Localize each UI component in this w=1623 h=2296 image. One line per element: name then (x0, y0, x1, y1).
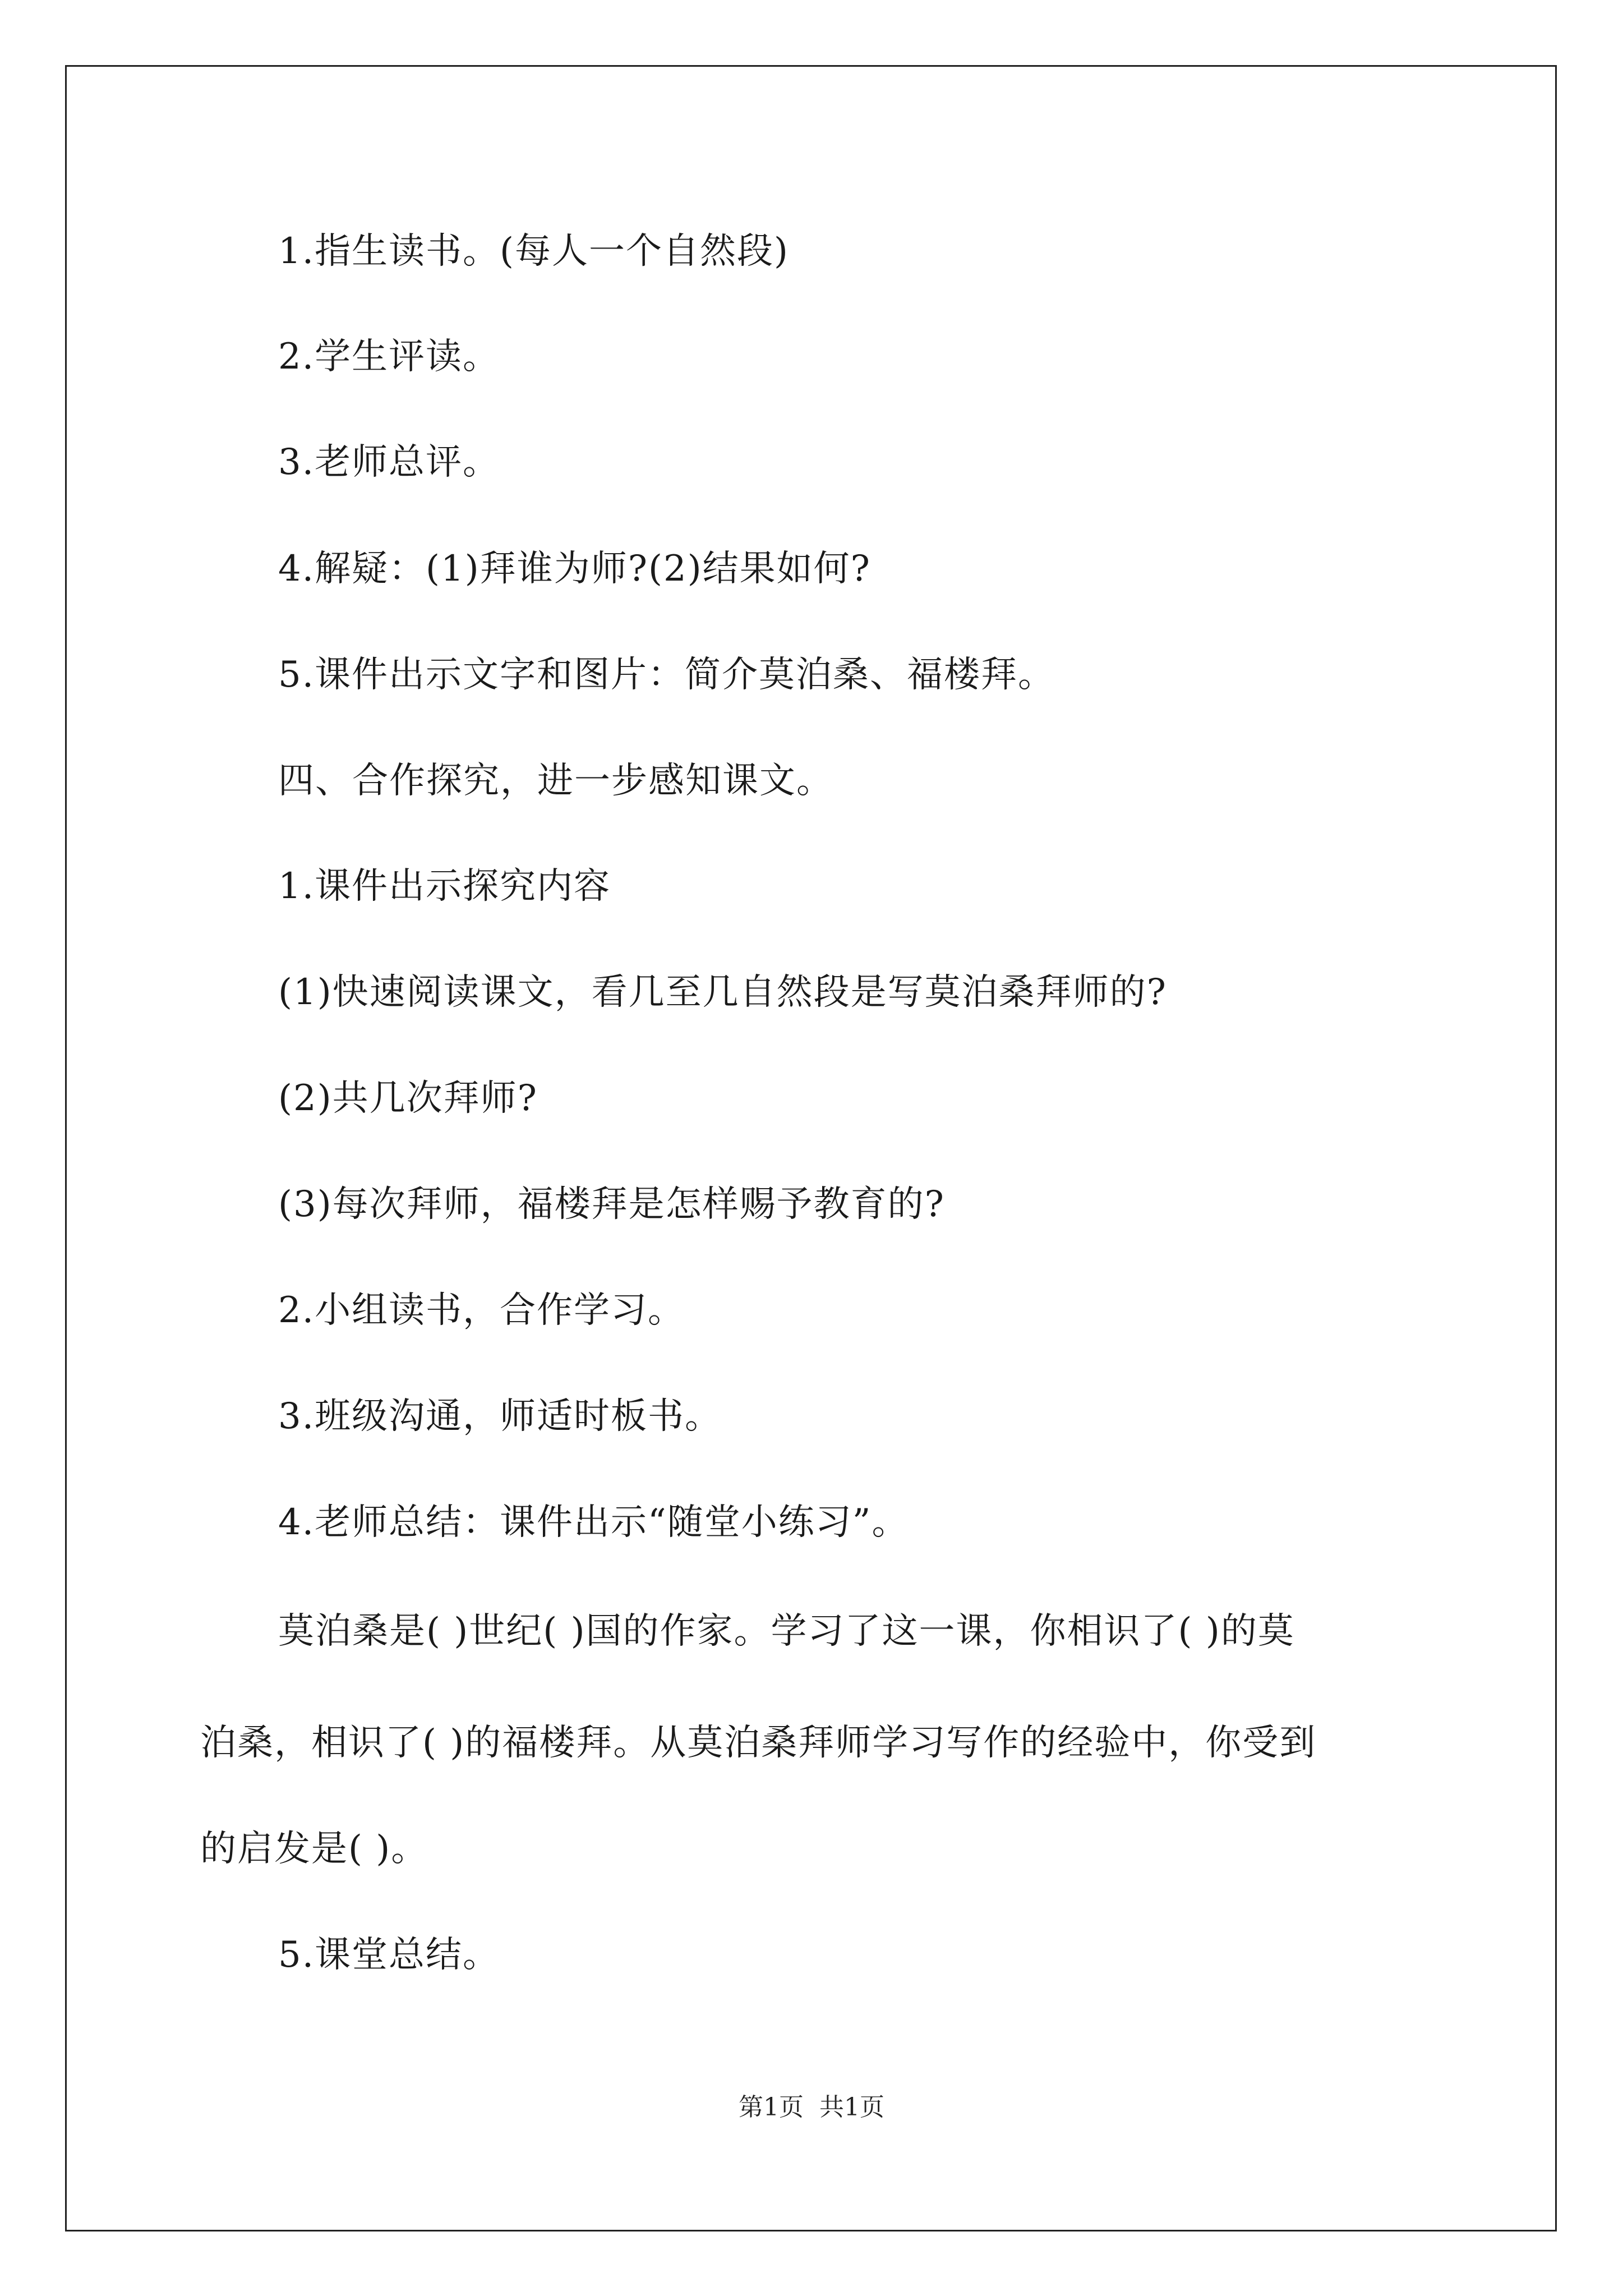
page-number: 第1页 (739, 2093, 804, 2122)
page-footer (0, 2091, 1623, 2124)
text-line: 1.课件出示探究内容 (278, 866, 611, 907)
text-line: 1.指生读书。(每人一个自然段) (278, 231, 789, 272)
text-line: (1)快速阅读课文，看几至几自然段是写莫泊桑拜师的? (278, 972, 1167, 1013)
text-line: 2.小组读书，合作学习。 (278, 1290, 685, 1331)
text-line: (2)共几次拜师? (278, 1078, 538, 1119)
paragraph-line: 莫泊桑是( )世纪( )国的作家。学习了这一课，你相识了( )的莫 (278, 1611, 1295, 1652)
text-line: 4.解疑：(1)拜谁为师?(2)结果如何? (278, 548, 871, 590)
page-total: 共1页 (819, 2093, 884, 2122)
paragraph-line: 泊桑，相识了( )的福楼拜。从莫泊桑拜师学习写作的经验中，你受到 (200, 1722, 1317, 1764)
text-line: 3.班级沟通，师适时板书。 (278, 1396, 722, 1437)
text-line: 5.课堂总结。 (278, 1934, 500, 1976)
paragraph-line: 的启发是( )。 (200, 1828, 428, 1870)
text-line: (3)每次拜师，福楼拜是怎样赐予教育的? (278, 1184, 945, 1225)
text-line: 4.老师总结：课件出示“随堂小练习”。 (278, 1502, 909, 1543)
text-line: 5.课件出示文字和图片：简介莫泊桑、福楼拜。 (278, 654, 1055, 696)
section-heading: 四、合作探究，进一步感知课文。 (278, 760, 833, 802)
text-line: 2.学生评读。 (278, 336, 500, 378)
text-line: 3.老师总评。 (278, 441, 500, 483)
